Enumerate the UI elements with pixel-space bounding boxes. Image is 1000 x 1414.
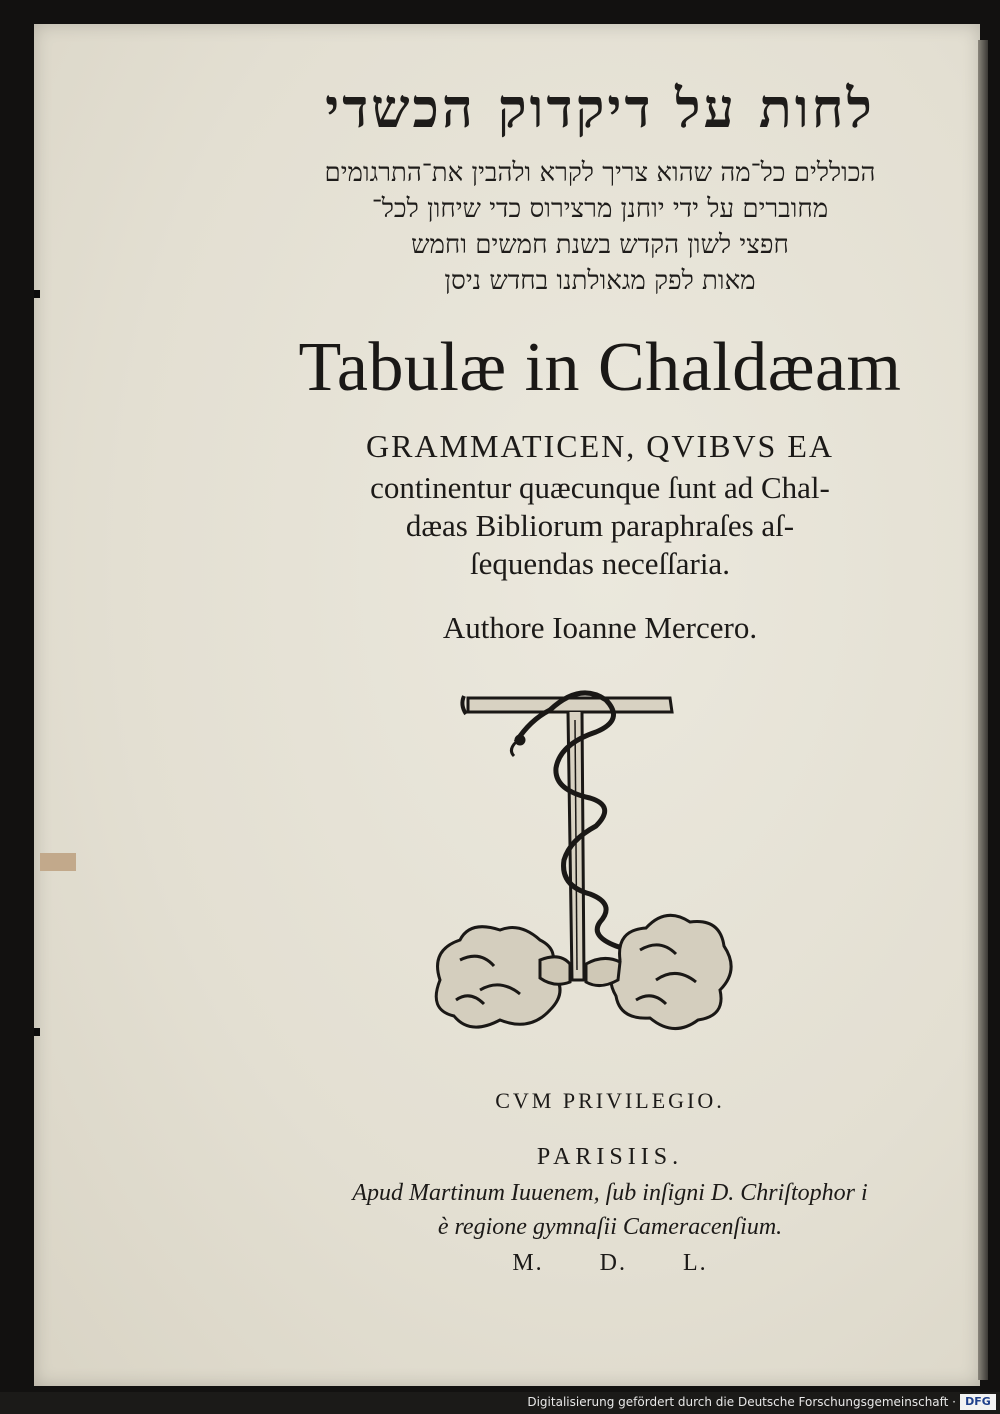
year-part: L. [683,1250,708,1276]
hebrew-title: לחות על דיקדוק הכשדי [325,76,875,140]
printer-line: Apud Martinum Iuuenem, ſub inſigni D. Chriſtophor i [352,1180,868,1206]
privilege-line: CVM PRIVILEGIO. [495,1088,725,1113]
hebrew-line: מאות לפק מגאולתנו בחדש ניסן [444,266,756,296]
dfg-logo: DFG [960,1394,996,1410]
latin-subtitle-caps: GRAMMATICEN, QVIBVS EA [365,428,834,464]
year-part: D. [599,1250,627,1276]
printer-device-serpent-cross [420,660,740,1080]
city-line: PARISIIS. [536,1144,684,1170]
latin-subtitle-line: continentur quæcunque ſunt ad Chal- [370,470,830,505]
latin-subtitle-line: dæas Bibliorum paraphraſes aſ- [405,508,795,543]
footer-bar [0,1392,1000,1414]
page-edge [978,40,988,1380]
latin-subtitle-line: ſequendas neceſſaria. [470,546,730,581]
binding-mark [34,1028,40,1036]
funding-credit: Digitalisierung gefördert durch die Deutsche Forschungsgemeinschaft · [527,1395,956,1409]
paper-tab [40,853,76,871]
hebrew-line: הכוללים כל־מה שהוא צריך לקרא ולהבין את־התרגומים [324,158,876,188]
publication-year [250,1250,970,1277]
binding-mark [34,290,40,298]
hebrew-line: חפצי לשון הקדש בשנת חמשים וחמש [411,230,789,260]
author-line: Authore Ioanne Mercero. [442,610,758,645]
year-part: M. [512,1250,544,1276]
hebrew-line: מחוברים על ידי יוחנן מרצירוס כדי שיחון לכל־ [371,194,829,224]
latin-title: Tabulæ in Chaldæam [298,329,902,406]
printer-line: è regione gymnaſii Cameracenſium. [437,1214,783,1240]
cloud-right [611,915,731,1028]
